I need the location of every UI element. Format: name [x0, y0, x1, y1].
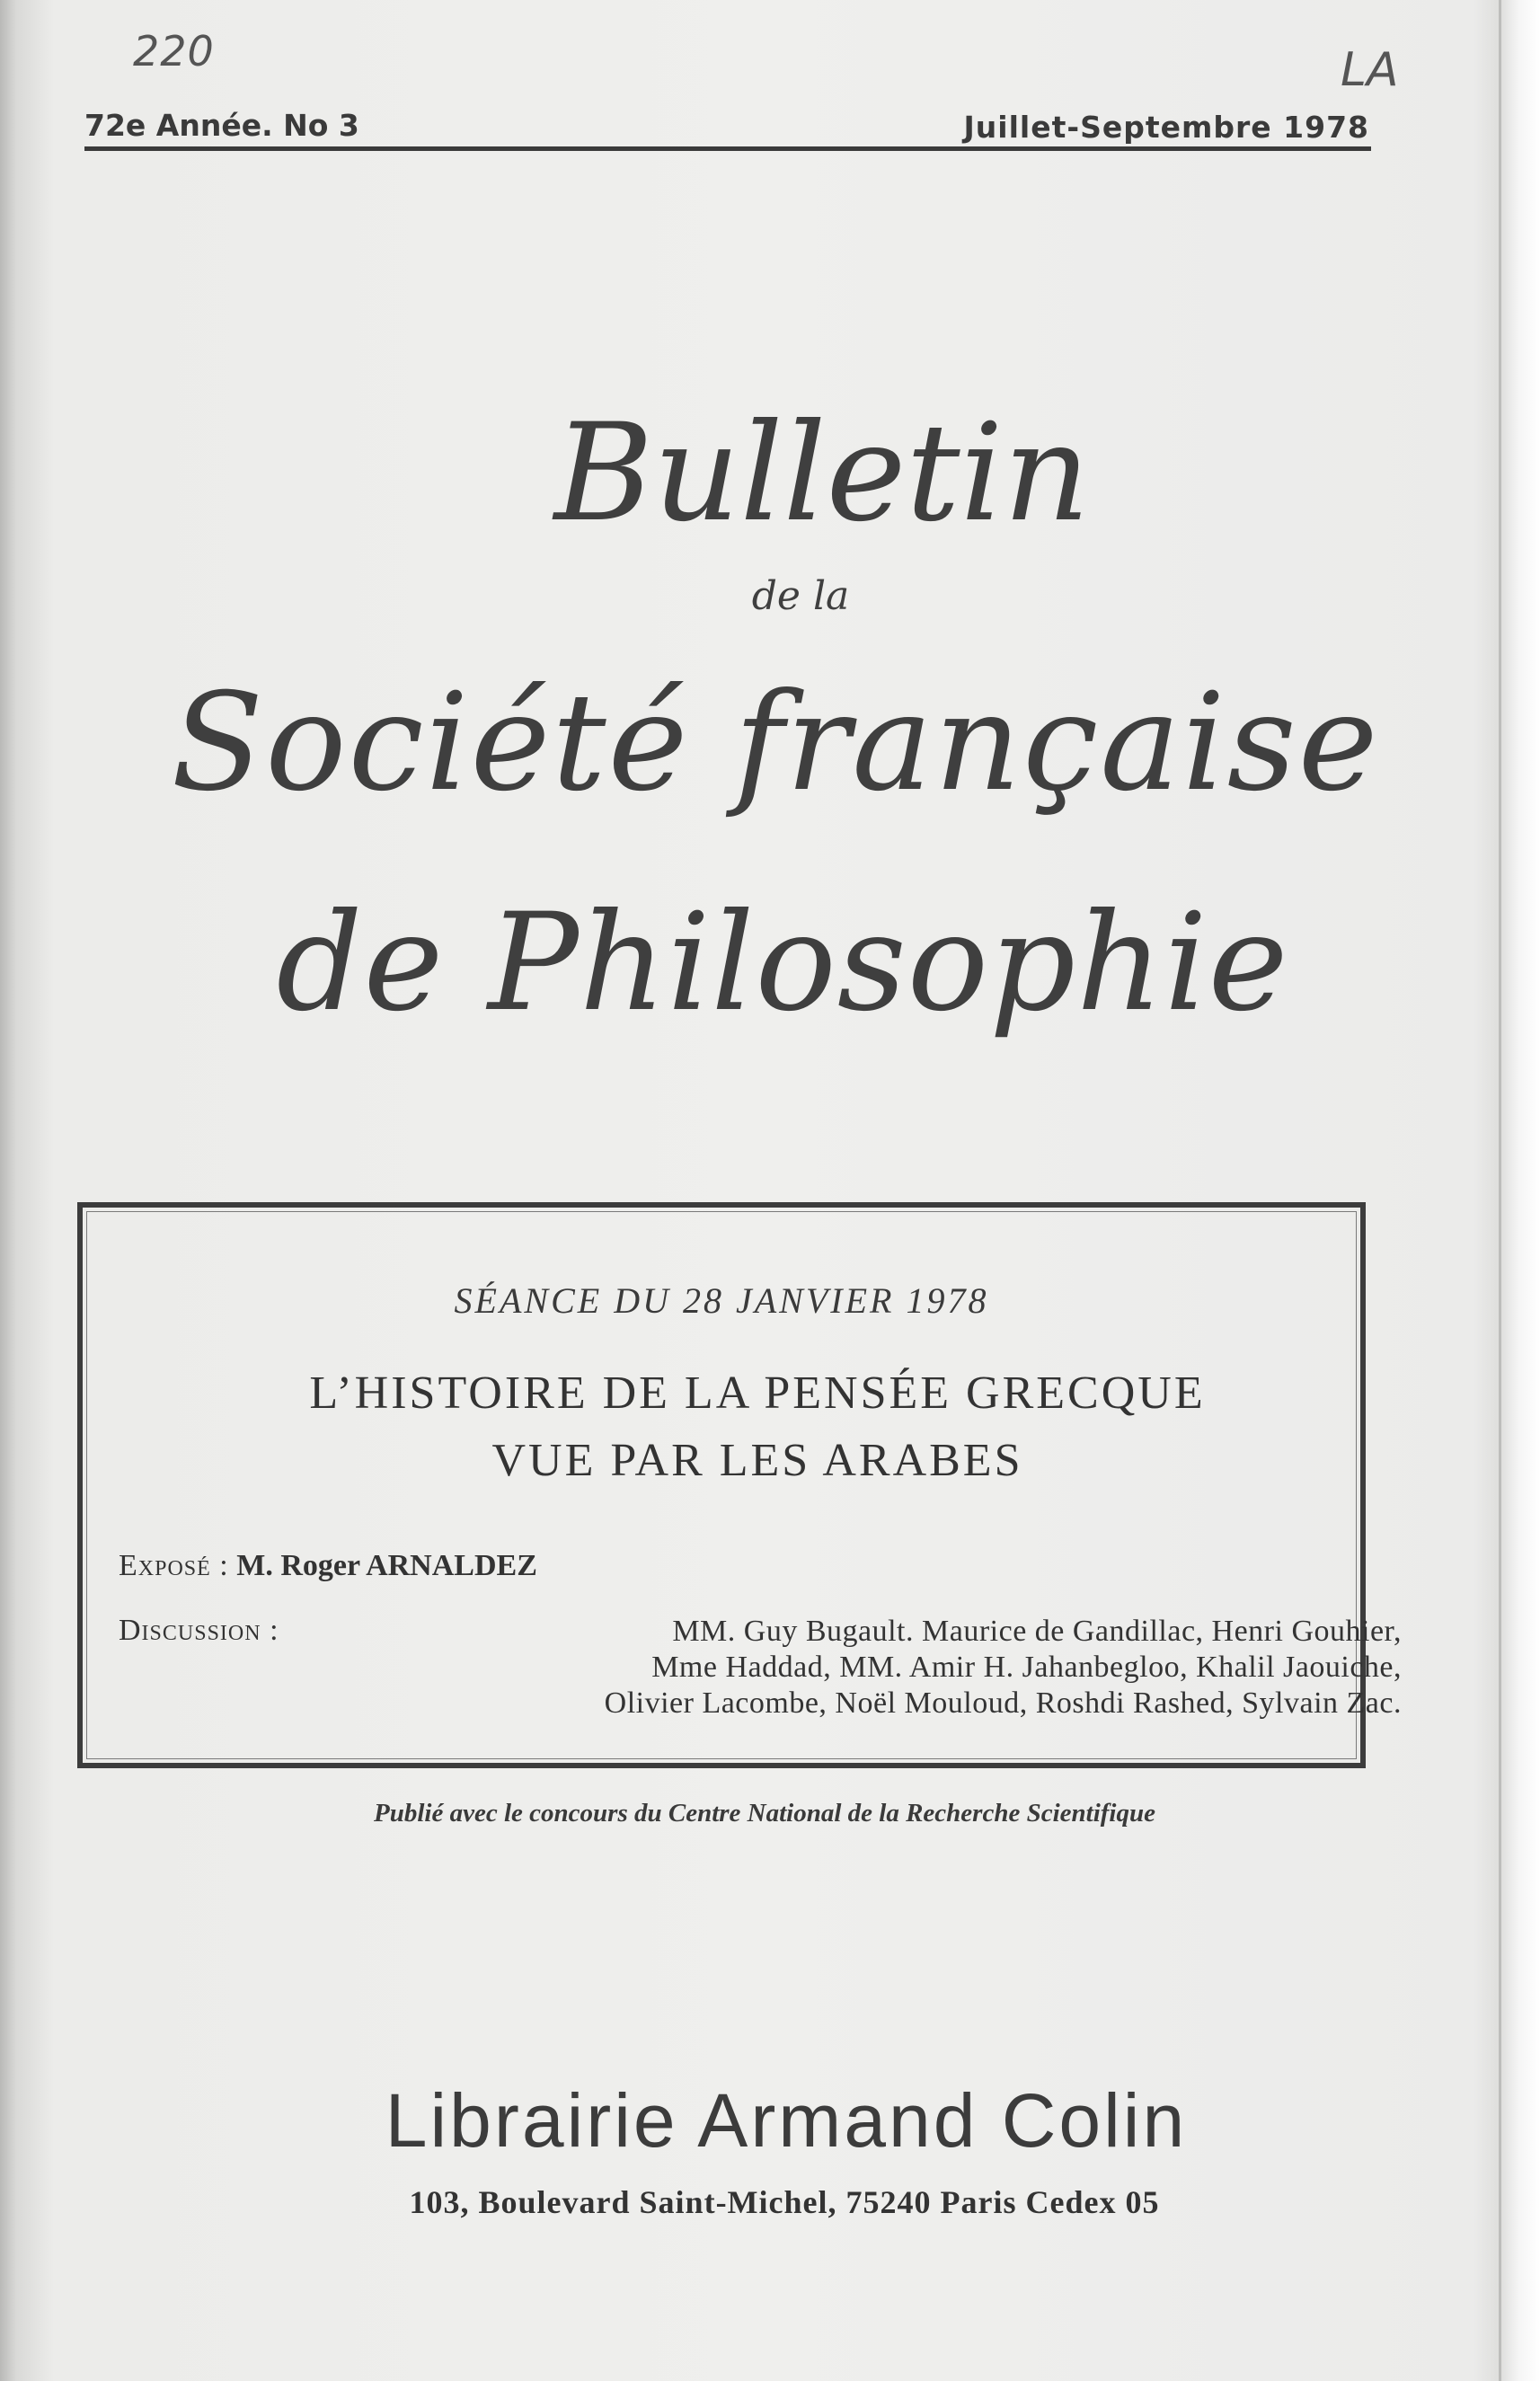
discussion-label-row — [119, 1614, 279, 1648]
participants-line: MM. Guy Bugault. Maurice de Gandillac, Henri Gouhier, — [672, 1615, 1402, 1648]
funding-note: Publié avec le concours du Centre National de la Recherche Scientifique — [374, 1799, 1155, 1828]
subject-line-2: VUE PAR LES ARABES — [491, 1435, 1023, 1486]
discussion-participants — [377, 1614, 1402, 1722]
seance-date: SÉANCE DU 28 JANVIER 1978 — [454, 1280, 989, 1321]
expose-label: Exposé : — [119, 1549, 229, 1582]
title-societe-francaise: Société française — [171, 665, 1380, 821]
discussion-label: Discussion : — [119, 1614, 279, 1647]
issue-number: 72e Année. No 3 — [84, 108, 359, 143]
session-box — [77, 1202, 1402, 1768]
publisher-name: Librairie Armand Colin — [385, 2078, 1188, 2163]
issue-date: Juillet-Septembre 1978 — [963, 110, 1369, 145]
participants-line: Mme Haddad, MM. Amir H. Jahanbegloo, Khalil Jaouiche, — [651, 1651, 1402, 1684]
handwritten-initials: LA — [1341, 43, 1399, 97]
expose-speaker: M. Roger ARNALDEZ — [236, 1549, 537, 1582]
expose-line — [119, 1549, 537, 1583]
issue-header — [84, 101, 1369, 146]
header-rule — [84, 146, 1371, 151]
subject-line-1: L’HISTOIRE DE LA PENSÉE GRECQUE — [309, 1368, 1206, 1419]
page-edge — [1499, 0, 1501, 2381]
title-de-philosophie: de Philosophie — [276, 885, 1289, 1041]
handwritten-number: 220 — [133, 27, 215, 75]
title-de-la: de la — [751, 573, 850, 619]
title-bulletin: Bulletin — [553, 395, 1091, 552]
participants-line: Olivier Lacombe, Noël Mouloud, Roshdi Rashed, Sylvain Zac. — [604, 1686, 1402, 1720]
publisher-address: 103, Boulevard Saint-Michel, 75240 Paris Cedex 05 — [409, 2184, 1160, 2220]
